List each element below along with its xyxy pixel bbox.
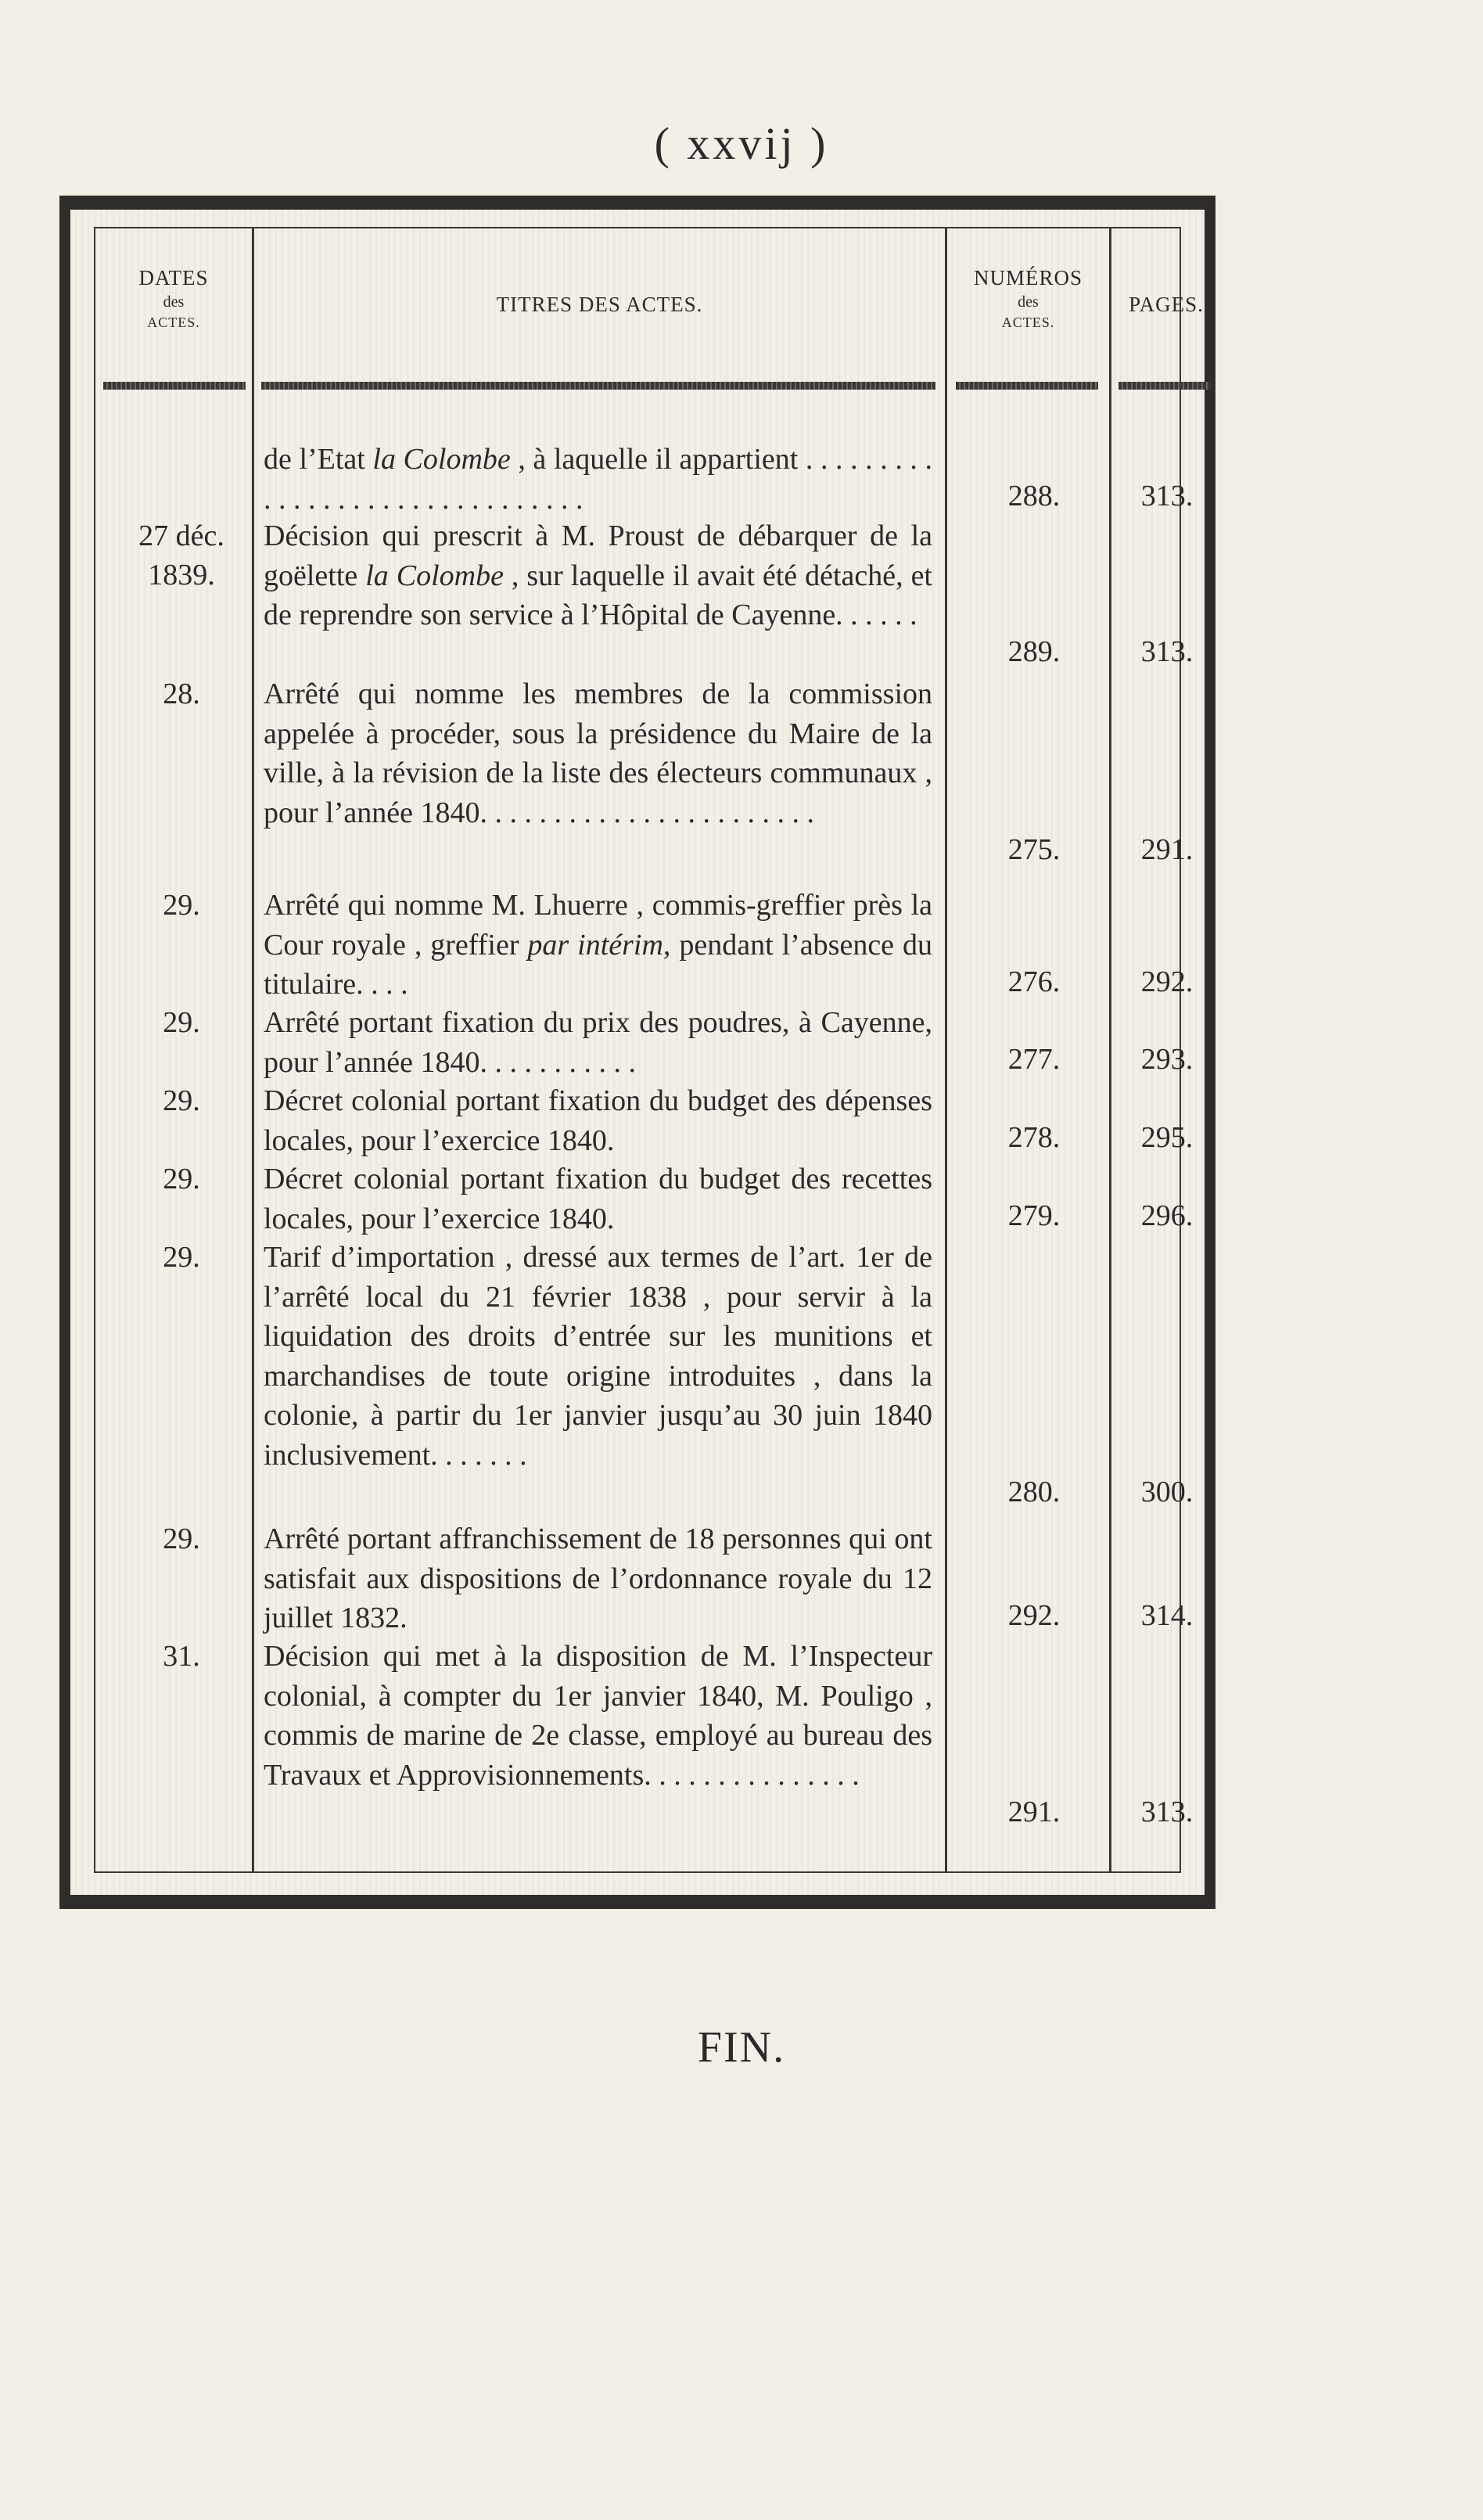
row-act-number: 278. [1007, 1121, 1061, 1154]
row-title [264, 1159, 932, 1238]
row-act-number: 279. [1007, 1199, 1061, 1232]
row-page-number: 293. [1140, 1043, 1194, 1076]
header-numeros-line3: ACTES. [1001, 315, 1055, 330]
row-date: 29. [163, 1163, 200, 1195]
row-title-part: , sur laquelle il avait été détaché, et de reprendre son service à l’Hôpital de Cayenne. . . . . . [264, 559, 932, 631]
column-divider [252, 228, 254, 1871]
row-page-number: 300. [1140, 1476, 1194, 1508]
header-numeros [947, 228, 1109, 369]
row-title-part: la Colombe [365, 559, 504, 592]
row-date: 31. [163, 1640, 200, 1673]
header-rule [956, 382, 1098, 390]
row-act-number: 289. [1007, 635, 1061, 668]
row-title [264, 1637, 932, 1795]
row-title-part: Décision qui prescrit à M. Proust de débarquer de la goëlette [264, 519, 932, 592]
row-title [264, 440, 932, 519]
header-rule [103, 382, 246, 390]
row-date: 29. [163, 889, 200, 922]
column-divider [945, 228, 947, 1871]
row-page-number: 292. [1140, 965, 1194, 998]
header-pages-label: PAGES. [1129, 293, 1204, 316]
row-page-number: 313. [1140, 480, 1194, 512]
row-date: 27 déc. 1839. [138, 519, 224, 591]
row-date: 29. [163, 1241, 200, 1274]
row-page-number: 314. [1140, 1599, 1194, 1632]
row-title-part: la Colombe [372, 443, 511, 476]
header-numeros-line2: des [1018, 293, 1039, 311]
row-title-part: Arrêté portant fixation du prix des poudres, à Cayenne, pour l’année 1840. . . . . . . . . . . [264, 1006, 932, 1079]
fin-label: FIN. [697, 2023, 786, 2072]
row-act-number: 280. [1007, 1476, 1061, 1508]
row-page-number: 313. [1140, 1796, 1194, 1828]
row-act-number: 291. [1007, 1796, 1061, 1828]
row-act-number: 277. [1007, 1043, 1061, 1076]
row-title-part: Arrêté qui nomme les membres de la commission appelée à procéder, sous la présidence du Maire de la ville, à la révision de la liste des électeurs communaux , pour l’année 1840. . . . . . . . . . . . . . . . . . . . . . . [264, 678, 932, 829]
row-title-part: par intérim, [527, 928, 671, 962]
row-title-part: Tarif d’importation , dressé aux termes de l’art. 1er de l’arrêté local du 21 février 1838 , pour servir à la liquidation des droits d’entrée sur les munitions et marchandises de toute origine introduites , dans la colonie, à partir du 1er janvier jusqu’au 30 juin 1840 inclusivement. . . . . . . [264, 1241, 932, 1472]
header-titres [254, 228, 945, 369]
row-title-part: Arrêté qui nomme M. Lhuerre , commis-greffier près la Cour royale , greffier [264, 889, 932, 962]
row-date: 29. [163, 1084, 200, 1117]
header-titres-label: TITRES DES ACTES. [496, 293, 703, 316]
header-numeros-line1: NUMÉROS [973, 266, 1083, 289]
row-title [264, 1081, 932, 1160]
page-number: ( xxvij ) [654, 118, 829, 169]
row-title [264, 1238, 932, 1475]
row-act-number: 276. [1007, 965, 1061, 998]
header-dates-line2: des [163, 293, 185, 311]
row-act-number: 288. [1007, 480, 1061, 512]
row-title [264, 1003, 932, 1082]
header-dates-line3: ACTES. [147, 315, 200, 330]
table-frame [59, 196, 1215, 1909]
row-date: 29. [163, 1522, 200, 1555]
row-title-part: Décret colonial portant fixation du budget des recettes locales, pour l’exercice 1840. [264, 1163, 932, 1235]
row-title [264, 674, 932, 832]
row-act-number: 275. [1007, 833, 1061, 866]
table-inner [94, 227, 1204, 1873]
row-page-number: 313. [1140, 635, 1194, 668]
row-title [264, 516, 932, 635]
row-title-part: Décision qui met à la disposition de M. l’Inspecteur colonial, à compter du 1er janvier 1840, M. Pouligo , commis de marine de 2e classe, employé au bureau des Travaux et Approvisionnements. . . . . . . . . . . . . . . [264, 1640, 932, 1792]
header-pages [1111, 228, 1221, 369]
row-title-part: pendant l’absence du titulaire. . . . [264, 928, 932, 1001]
row-title-part: Arrêté portant affranchissement de 18 personnes qui ont satisfait aux dispositions de l’ordonnance royale du 12 juillet 1832. [264, 1522, 932, 1634]
row-page-number: 291. [1140, 833, 1194, 866]
header-rule [261, 382, 935, 390]
row-title-part: de l’Etat [264, 443, 373, 476]
row-page-number: 296. [1140, 1199, 1194, 1232]
header-dates-line1: DATES [138, 266, 209, 289]
row-act-number: 292. [1007, 1599, 1061, 1632]
header-rule [1119, 382, 1211, 390]
row-page-number: 295. [1140, 1121, 1194, 1154]
row-title [264, 886, 932, 1005]
row-title-part: , à laquelle il appartient . . . . . . . . . . . . . . . . . . . . . . . . . . . . . . . [264, 443, 932, 516]
row-title [264, 1519, 932, 1638]
header-dates [95, 228, 252, 369]
row-title-part: Décret colonial portant fixation du budget des dépenses locales, pour l’exercice 1840. [264, 1084, 932, 1157]
column-divider [1109, 228, 1111, 1871]
row-date: 28. [163, 678, 200, 710]
row-date: 29. [163, 1006, 200, 1039]
